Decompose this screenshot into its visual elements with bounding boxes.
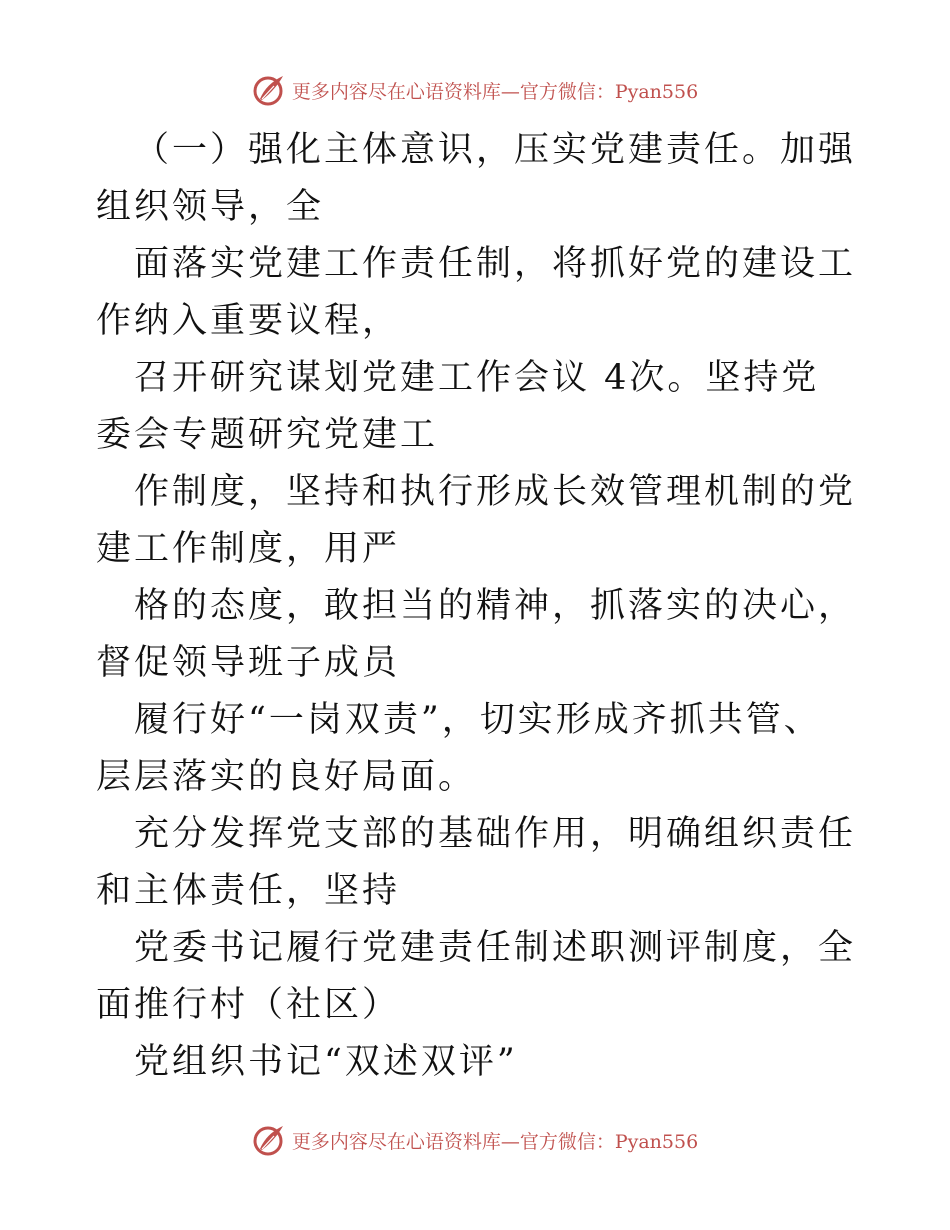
paragraph: 党组织书记“双述双评” <box>134 1042 518 1082</box>
header-watermark-banner <box>0 70 950 110</box>
footer-watermark-banner <box>0 1120 950 1160</box>
paragraph: 格的态度，敢担当的精神，抓落实的决心，督促领导班子成员 <box>96 586 857 683</box>
paragraph: （一）强化主体意识，压实党建责任。加强组织领导，全 <box>96 130 857 227</box>
feather-pen-circle-logo <box>252 1123 286 1157</box>
paragraph: 充分发挥党支部的基础作用，明确组织责任和主体责任，坚持 <box>96 814 857 911</box>
document-body <box>96 122 856 1091</box>
paragraph: 作制度，坚持和执行形成长效管理机制的党建工作制度，用严 <box>96 472 857 569</box>
paragraph: 召开研究谋划党建工作会议 4次。坚持党委会专题研究党建工 <box>96 358 820 455</box>
paragraph: 面落实党建工作责任制，将抓好党的建设工作纳入重要议程， <box>96 244 857 341</box>
paragraph: 履行好“一岗双责”，切实形成齐抓共管、层层落实的良好局面。 <box>96 700 822 797</box>
feather-pen-circle-logo <box>252 73 286 107</box>
header-watermark-text: 更多内容尽在心语资料库—官方微信：Pyan556 <box>291 80 699 103</box>
footer-watermark-text: 更多内容尽在心语资料库—官方微信：Pyan556 <box>291 1130 699 1153</box>
paragraph: 党委书记履行党建责任制述职测评制度，全面推行村（社区） <box>96 928 857 1025</box>
